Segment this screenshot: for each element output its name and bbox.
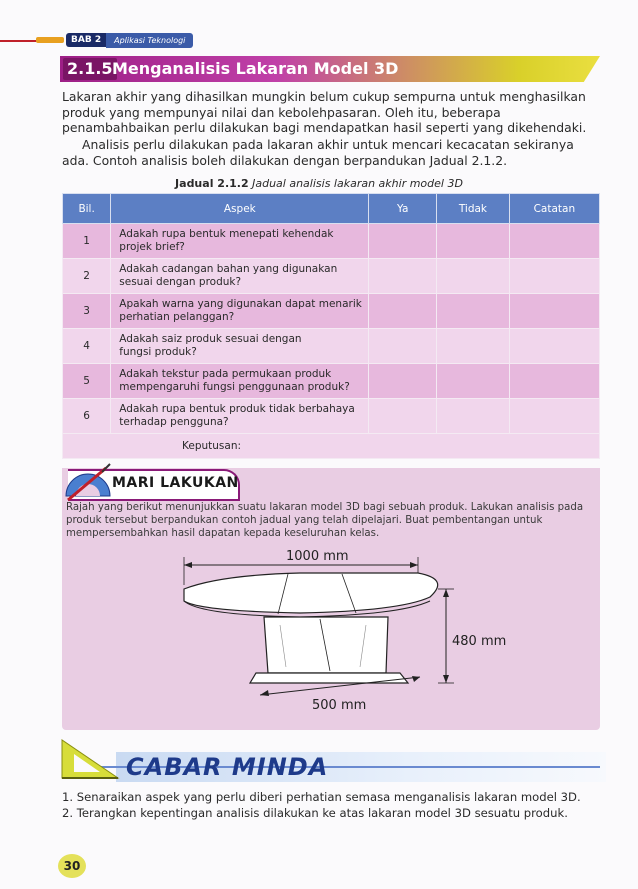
cell-ya (369, 224, 437, 259)
keputusan-label: Keputusan: (182, 440, 242, 452)
cell-ya (369, 294, 437, 329)
col-ya: Ya (369, 194, 437, 224)
cell-tidak (437, 399, 510, 434)
aspek-line: Adakah saiz produk sesuai dengan (119, 333, 302, 345)
cell-tidak (437, 364, 510, 399)
question-item: 2. Terangkan kepentingan analisis dilakukan ke atas lakaran model 3D sesuatu produk. (62, 806, 568, 820)
height-dimension-label: 480 mm (452, 634, 507, 649)
cell-tidak (437, 224, 510, 259)
table-row (63, 364, 600, 399)
table-header-row (63, 194, 600, 224)
mari-lakukan-title: MARI LAKUKAN (112, 475, 239, 491)
section-number: 2.1.5 (63, 58, 117, 80)
analysis-table (62, 193, 600, 459)
page-number: 30 (58, 854, 86, 878)
table-caption-label: Jadual 2.1.2 (175, 177, 249, 190)
table-caption (0, 177, 638, 190)
col-bil: Bil. (63, 194, 111, 224)
col-catatan: Catatan (509, 194, 599, 224)
chapter-number: BAB 2 (66, 33, 106, 47)
table-row (63, 259, 600, 294)
aspek-line: Adakah cadangan bahan yang digunakan (119, 263, 338, 275)
cell-catatan (509, 224, 599, 259)
keputusan-cell (63, 434, 600, 459)
cabar-minda-questions (62, 789, 602, 821)
header-rule (0, 40, 40, 42)
cell-catatan (509, 259, 599, 294)
cell-catatan (509, 294, 599, 329)
row-aspek (111, 329, 369, 364)
col-aspek: Aspek (111, 194, 369, 224)
pencil-icon (36, 37, 64, 43)
aspek-line: fungsi produk? (119, 346, 197, 358)
intro-paragraph: Lakaran akhir yang dihasilkan mungkin belum cukup sempurna untuk menghasilkan produk yang mempunyai nilai dan kebolehpasaran. Oleh itu, beberapa penambahbaikan perlu dilakukan bagi mendapatkan hasil seperti yang dikehendaki. (62, 89, 587, 135)
row-bil: 6 (63, 399, 111, 434)
chapter-subject: Aplikasi Teknologi (106, 33, 193, 48)
set-square-icon (60, 736, 122, 780)
aspek-line: sesuai dengan produk? (119, 276, 242, 288)
row-bil: 1 (63, 224, 111, 259)
question-item: 1. Senaraikan aspek yang perlu diberi perhatian semasa menganalisis lakaran model 3D. (62, 790, 581, 804)
aspek-line: Adakah rupa bentuk menepati kehendak (119, 228, 334, 240)
table-row (63, 224, 600, 259)
aspek-line: projek brief? (119, 241, 185, 253)
col-tidak: Tidak (437, 194, 510, 224)
aspek-line: terhadap pengguna? (119, 416, 229, 428)
row-aspek (111, 224, 369, 259)
row-bil: 4 (63, 329, 111, 364)
row-bil: 2 (63, 259, 111, 294)
row-aspek (111, 364, 369, 399)
cabar-minda-title: CABAR MINDA (126, 753, 329, 781)
table-row (63, 399, 600, 434)
chapter-tag (36, 31, 193, 49)
cell-ya (369, 399, 437, 434)
mari-lakukan-instructions: Rajah yang berikut menunjukkan suatu lakaran model 3D bagi sebuah produk. Lakukan analisis pada produk tersebut berpandukan contoh jadual yang telah dipelajari. Buat pembentangan untuk mempersembahkan hasil dapatan kepada keseluruhan kelas. (66, 502, 584, 539)
row-aspek (111, 399, 369, 434)
cell-tidak (437, 259, 510, 294)
cell-tidak (437, 329, 510, 364)
cell-catatan (509, 399, 599, 434)
row-aspek (111, 294, 369, 329)
width-dimension-label: 1000 mm (286, 549, 349, 564)
row-bil: 5 (63, 364, 111, 399)
table-caption-text: Jadual analisis lakaran akhir model 3D (252, 177, 463, 190)
row-aspek (111, 259, 369, 294)
aspek-line: Adakah tekstur pada permukaan produk (119, 368, 332, 380)
aspek-line: perhatian pelanggan? (119, 311, 235, 323)
table-row (63, 294, 600, 329)
aspek-line: Apakah warna yang digunakan dapat menarik (119, 298, 362, 310)
table-footer-row (63, 434, 600, 459)
section-title: Menganalisis Lakaran Model 3D (112, 59, 399, 78)
table-sketch (160, 545, 540, 715)
table-row (63, 329, 600, 364)
depth-dimension-label: 500 mm (312, 698, 367, 713)
protractor-icon (62, 462, 112, 502)
cell-catatan (509, 364, 599, 399)
aspek-line: mempengaruhi fungsi penggunaan produk? (119, 381, 350, 393)
aspek-line: Adakah rupa bentuk produk tidak berbahaya (119, 403, 355, 415)
cell-tidak (437, 294, 510, 329)
row-bil: 3 (63, 294, 111, 329)
cell-ya (369, 259, 437, 294)
cell-ya (369, 364, 437, 399)
cell-ya (369, 329, 437, 364)
cell-catatan (509, 329, 599, 364)
analysis-paragraph: Analisis perlu dilakukan pada lakaran akhir untuk mencari kecacatan sekiranya ada. Contoh analisis boleh dilakukan dengan berpandukan Jadual 2.1.2. (62, 137, 574, 168)
